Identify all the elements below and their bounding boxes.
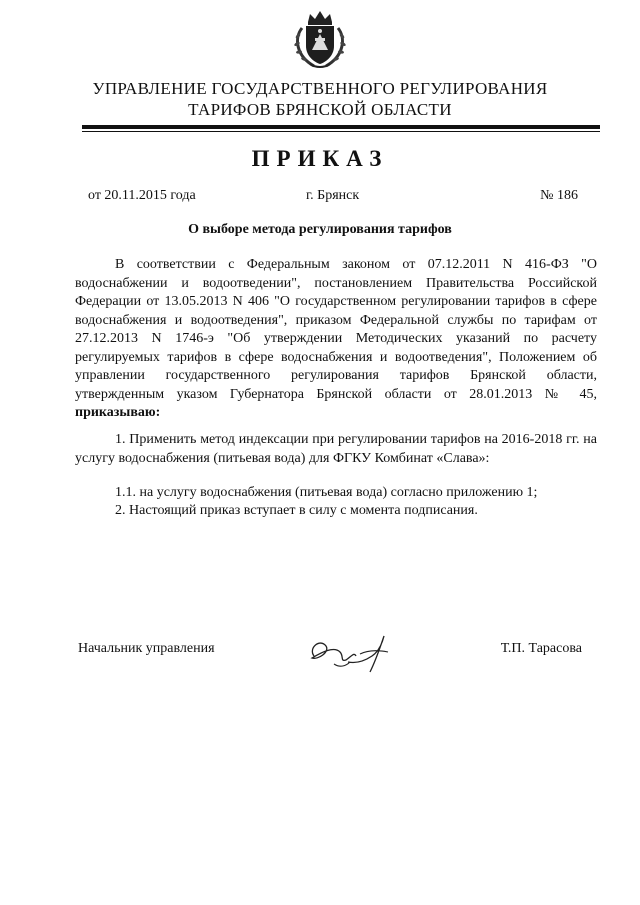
item-2-text: 2. Настоящий приказ вступает в силу с момента подписания. bbox=[115, 503, 478, 518]
bryansk-coat-of-arms-icon bbox=[288, 8, 352, 70]
item-1-1-text: 1.1. на услугу водоснабжения (питьевая вода) согласно приложению 1; bbox=[115, 485, 538, 500]
document-city: г. Брянск bbox=[306, 188, 360, 203]
header-divider-thin bbox=[82, 131, 600, 132]
signatory-name: Т.П. Тарасова bbox=[500, 641, 582, 656]
organization-name-line-1: УПРАВЛЕНИЕ ГОСУДАРСТВЕННОГО РЕГУЛИРОВАНИЯ bbox=[92, 79, 548, 98]
body-item-1-1 bbox=[75, 484, 597, 503]
body-item-1 bbox=[75, 431, 597, 468]
header-divider-thick bbox=[82, 125, 600, 129]
signatory-position: Начальник управления bbox=[78, 641, 215, 656]
handwritten-signature-icon bbox=[300, 626, 400, 678]
document-subject: О выборе метода регулирования тарифов bbox=[188, 222, 452, 237]
organization-name-line-2: ТАРИФОВ БРЯНСКОЙ ОБЛАСТИ bbox=[188, 100, 452, 119]
body-preamble bbox=[75, 256, 597, 423]
item-1-text: 1. Применить метод индексации при регулировании тарифов на 2016-2018 гг. на услугу водоснабжения (питьевая вода) для ФГКУ Комбинат «Слава»: bbox=[75, 432, 597, 466]
preamble-text: В соответствии с Федеральным законом от 07.12.2011 N 416-ФЗ "О водоснабжении и водоотведении", постановлением Правительства Российской Федерации от 13.05.2013 N 406 "О государственном регулировании тарифов в сфере водоснабжения и водоотведения", приказом Федеральной службы по тарифам от 27.12.2013 N 1746-э "Об утверждении Методических указаний по расчету регулируемых тарифов в сфере водоснабжения и водоотведения", Положением об управлении государственного регулирования тарифов Брянской области, утвержденным указом Губернатора Брянской области от 28.01.2013 № 45, bbox=[75, 257, 597, 402]
document-type-title: ПРИКАЗ bbox=[251, 146, 389, 171]
body-item-2 bbox=[75, 502, 597, 521]
document-date: от 20.11.2015 года bbox=[88, 188, 196, 203]
order-word: приказываю: bbox=[75, 405, 161, 420]
document-number: № 186 bbox=[540, 188, 578, 203]
